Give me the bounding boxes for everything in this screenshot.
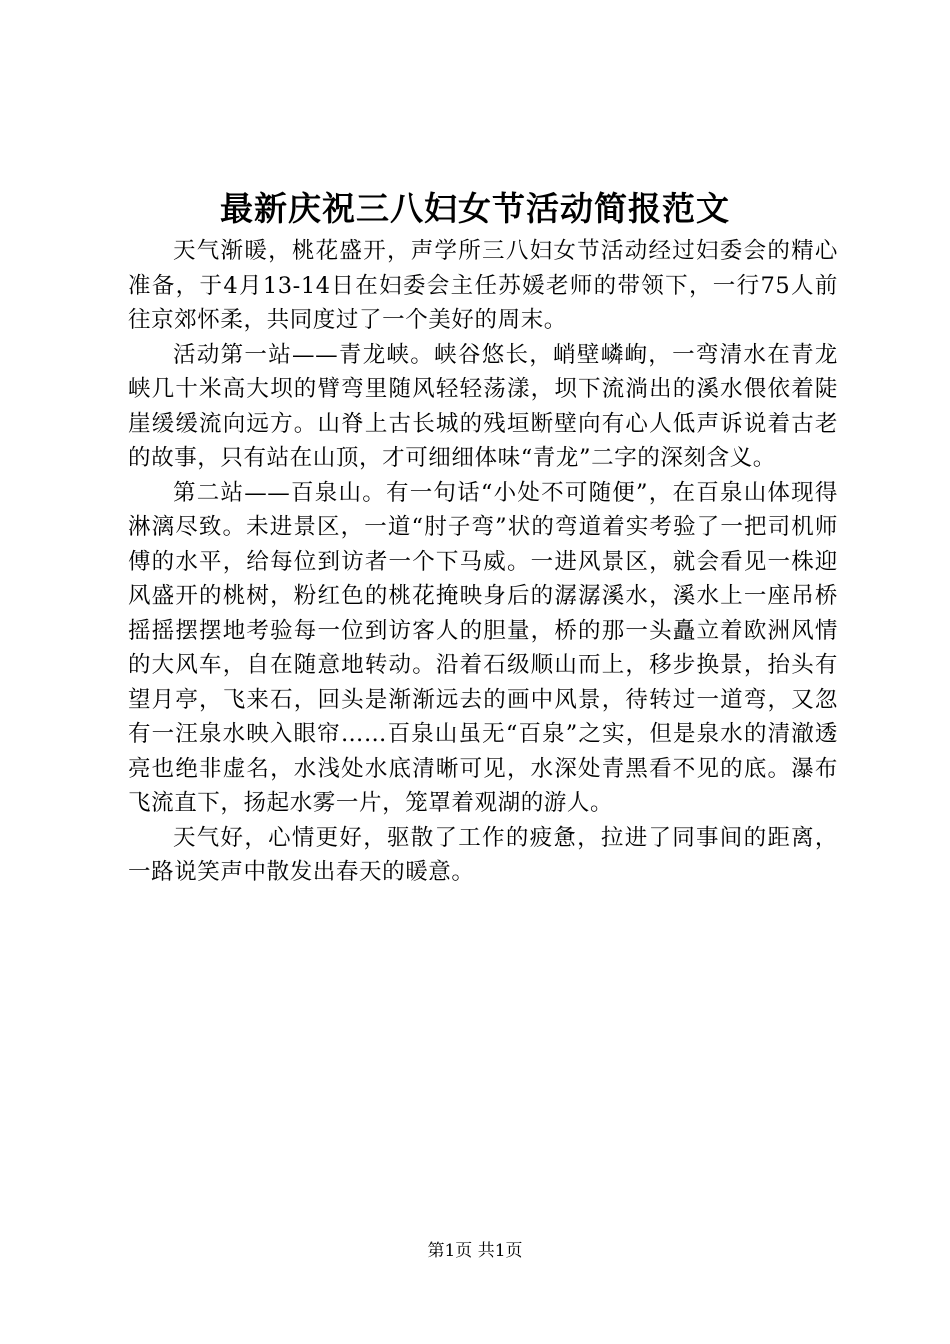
document-body: [128, 234, 838, 890]
document-title: 最新庆祝三八妇女节活动简报范文: [220, 189, 730, 228]
paragraph-conclusion: 天气好，心情更好，驱散了工作的疲惫，拉进了同事间的距离，一路说笑声中散发出春天的暖意。: [128, 824, 838, 885]
paragraph-second-stop: 第二站——百泉山。有一句话“小处不可随便”，在百泉山体现得淋漓尽致。未进景区，一道“肘子弯”状的弯道着实考验了一把司机师傅的水平，给每位到访者一个下马威。一进风景区，就会看见一株迎风盛开的桃树，粉红色的桃花掩映身后的潺潺溪水，溪水上一座吊桥摇摇摆摆地考验每一位到访客人的胆量，桥的那一头矗立着欧洲风情的大风车，自在随意地转动。沿着石级顺山而上，移步换景，抬头有望月亭，飞来石，回头是渐渐远去的画中风景，待转过一道弯，又忽有一汪泉水映入眼帘……百泉山虽无“百泉”之实，但是泉水的清澈透亮也绝非虚名，水浅处水底清晰可见，水深处青黑看不见的底。瀑布飞流直下，扬起水雾一片，笼罩着观湖的游人。: [128, 479, 838, 816]
paragraph-intro: 天气渐暖，桃花盛开，声学所三八妇女节活动经过妇委会的精心准备，于4月13-14日在妇委会主任苏媛老师的带领下，一行75人前往京郊怀柔，共同度过了一个美好的周末。: [128, 238, 838, 333]
page-footer: 第1页 共1页: [427, 1241, 523, 1261]
paragraph-first-stop: 活动第一站——青龙峡。峡谷悠长，峭壁嶙峋，一弯清水在青龙峡几十米高大坝的臂弯里随风轻轻荡漾，坝下流淌出的溪水偎依着陡崖缓缓流向远方。山脊上古长城的残垣断壁向有心人低声诉说着古老的故事，只有站在山顶，才可细细体味“青龙”二字的深刻含义。: [128, 341, 838, 471]
